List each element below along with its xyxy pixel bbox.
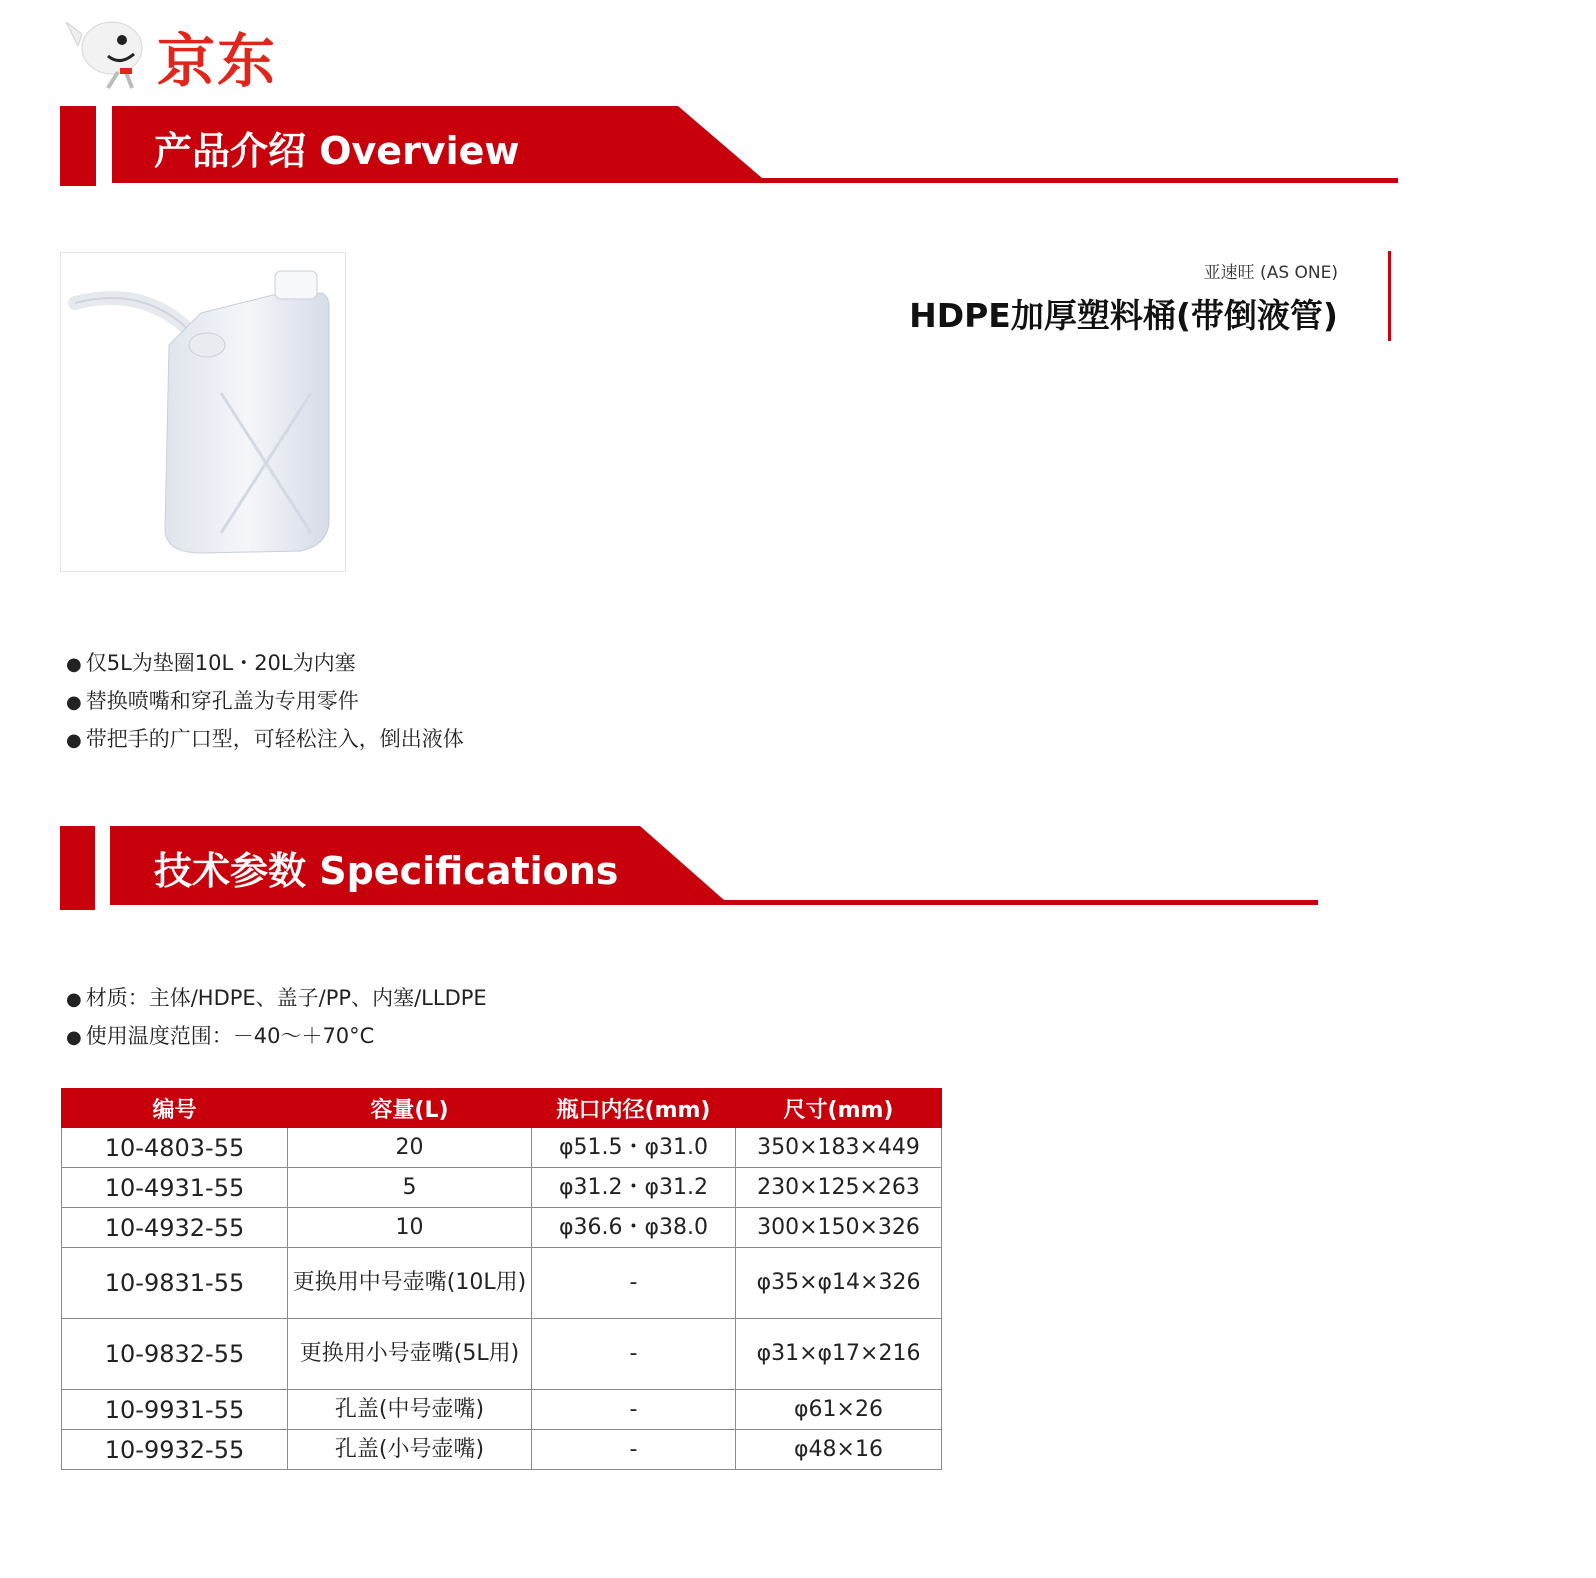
table-cell: 10-9932-55	[62, 1430, 288, 1470]
table-cell: φ31×φ17×216	[736, 1319, 942, 1390]
logo-text: 京东	[157, 27, 278, 95]
table-row	[62, 1128, 942, 1168]
table-cell: -	[532, 1390, 736, 1430]
table-row	[62, 1430, 942, 1470]
table-cell: 孔盖(小号壶嘴)	[288, 1430, 532, 1470]
brand-name: 亚速旺 (AS ONE)	[1203, 263, 1338, 283]
table-cell: 5	[288, 1168, 532, 1208]
product-image	[60, 252, 346, 572]
column-header: 瓶口内径(mm)	[532, 1089, 736, 1128]
table-cell: 300×150×326	[736, 1208, 942, 1248]
bullet-icon: ●	[66, 654, 82, 675]
table-cell: 10-4931-55	[62, 1168, 288, 1208]
column-header: 容量(L)	[288, 1089, 532, 1128]
table-cell: -	[532, 1248, 736, 1319]
table-cell: 230×125×263	[736, 1168, 942, 1208]
feature-item: ● 仅5L为垫圈10L・20L为内塞	[66, 651, 356, 675]
jerrycan-image	[61, 253, 345, 571]
table-cell: 孔盖(中号壶嘴)	[288, 1390, 532, 1430]
table-cell: 10-4803-55	[62, 1128, 288, 1168]
overview-title: 产品介绍 Overview	[154, 129, 520, 173]
table-cell: 10	[288, 1208, 532, 1248]
table-cell: 更换用小号壶嘴(5L用)	[288, 1319, 532, 1390]
table-cell: 10-9831-55	[62, 1248, 288, 1319]
table-cell: 更换用中号壶嘴(10L用)	[288, 1248, 532, 1319]
column-header: 编号	[62, 1089, 288, 1128]
table-cell: φ31.2・φ31.2	[532, 1168, 736, 1208]
table-cell: -	[532, 1430, 736, 1470]
table-cell: 350×183×449	[736, 1128, 942, 1168]
table-cell: -	[532, 1319, 736, 1390]
jd-mascot-icon	[60, 12, 160, 92]
bullet-icon: ●	[66, 989, 82, 1010]
table-row	[62, 1248, 942, 1319]
table-cell: φ61×26	[736, 1390, 942, 1430]
table-cell: φ48×16	[736, 1430, 942, 1470]
table-header-row	[62, 1089, 942, 1128]
bullet-icon: ●	[66, 730, 82, 751]
title-accent-bar	[1388, 251, 1391, 341]
spec-notes	[66, 980, 487, 1056]
table-row	[62, 1319, 942, 1390]
jd-logo	[60, 12, 300, 95]
table-cell: φ36.6・φ38.0	[532, 1208, 736, 1248]
product-title: HDPE加厚塑料桶(带倒液管)	[909, 296, 1338, 335]
spec-table	[61, 1088, 942, 1470]
table-row	[62, 1208, 942, 1248]
table-row	[62, 1168, 942, 1208]
feature-list	[66, 645, 464, 759]
bullet-icon: ●	[66, 1027, 82, 1048]
spec-note: ● 材质：主体/HDPE、盖子/PP、内塞/LLDPE	[66, 986, 487, 1010]
table-cell: 10-9832-55	[62, 1319, 288, 1390]
table-cell: 10-9931-55	[62, 1390, 288, 1430]
overview-banner	[60, 106, 1400, 186]
specs-banner	[60, 824, 1320, 910]
table-cell: φ35×φ14×326	[736, 1248, 942, 1319]
bullet-icon: ●	[66, 692, 82, 713]
table-cell: 10-4932-55	[62, 1208, 288, 1248]
table-cell: 20	[288, 1128, 532, 1168]
table-cell: φ51.5・φ31.0	[532, 1128, 736, 1168]
feature-item: ● 替换喷嘴和穿孔盖为专用零件	[66, 689, 359, 713]
spec-note: ● 使用温度范围：－40～＋70°C	[66, 1024, 375, 1048]
column-header: 尺寸(mm)	[736, 1089, 942, 1128]
table-row	[62, 1390, 942, 1430]
feature-item: ● 带把手的广口型，可轻松注入，倒出液体	[66, 727, 464, 751]
specs-title: 技术参数 Specifications	[154, 849, 619, 893]
